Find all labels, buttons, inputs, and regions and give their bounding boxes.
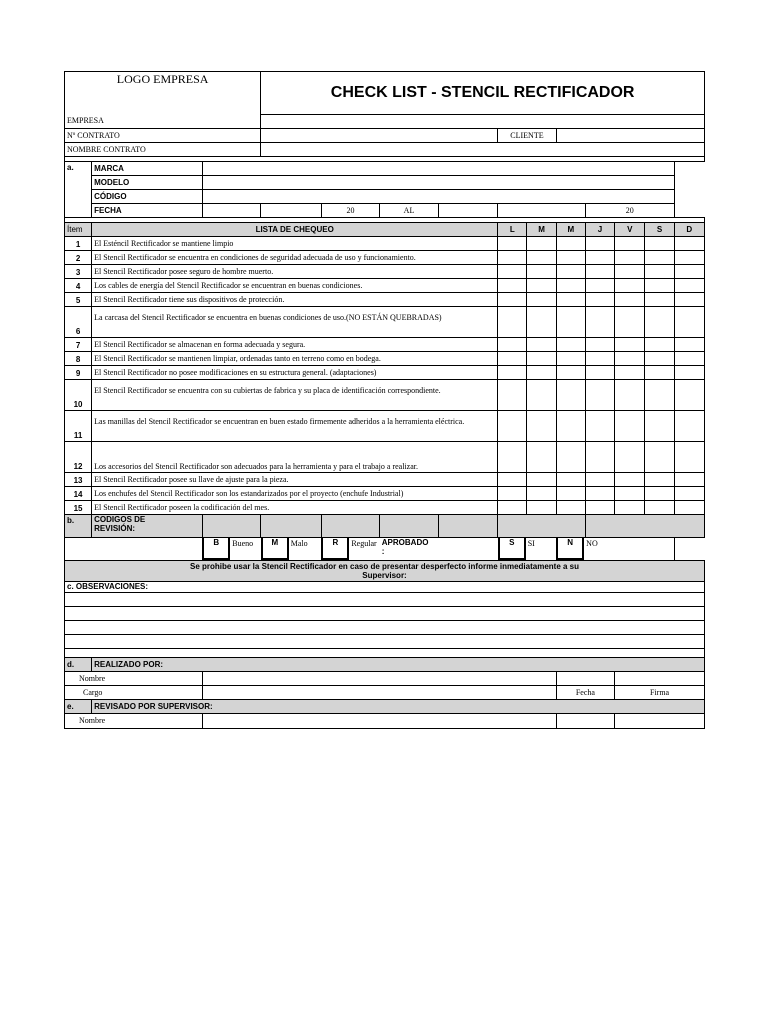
fecha-al-label: AL [380, 203, 438, 217]
check-cell[interactable] [615, 236, 645, 250]
check-cell[interactable] [585, 236, 614, 250]
nombre-contrato-field[interactable] [261, 142, 705, 156]
item-text: El Stencil Rectificador tiene sus dispositivos de protección. [92, 292, 498, 306]
realizado-fecha-field[interactable] [556, 671, 614, 685]
check-cell[interactable] [645, 379, 674, 410]
check-cell[interactable] [498, 379, 527, 410]
check-cell[interactable] [615, 500, 645, 514]
check-cell[interactable] [645, 236, 674, 250]
check-cell[interactable] [498, 500, 527, 514]
check-cell[interactable] [556, 500, 585, 514]
day-header: S [645, 222, 674, 236]
check-cell[interactable] [674, 236, 704, 250]
fecha-label: FECHA [92, 203, 203, 217]
code-n-label: NO [586, 538, 598, 548]
check-cell[interactable] [585, 441, 614, 472]
fecha-year-to[interactable]: 20 [585, 203, 674, 217]
nombre-contrato-label: NOMBRE CONTRATO [65, 142, 261, 156]
item-text: Los cables de energía del Stencil Rectificador se encuentran en buenas condiciones. [92, 278, 498, 292]
check-cell[interactable] [674, 351, 704, 365]
check-cell[interactable] [645, 365, 674, 379]
check-cell[interactable] [585, 292, 614, 306]
check-cell[interactable] [645, 278, 674, 292]
check-cell[interactable] [556, 441, 585, 472]
day-header: L [498, 222, 527, 236]
fecha-month-from[interactable] [261, 203, 322, 217]
day-header: M [527, 222, 556, 236]
check-cell[interactable] [498, 365, 527, 379]
table-row: 1 El Esténcil Rectificador se mantiene limpio [65, 236, 705, 250]
check-cell[interactable] [674, 410, 704, 441]
aprobado-label: APROBADO : [381, 537, 429, 556]
realizado-por-title: REALIZADO POR: [92, 657, 705, 671]
observaciones-title: c. OBSERVACIONES: [65, 581, 705, 592]
check-cell[interactable] [645, 250, 674, 264]
observaciones-line[interactable] [65, 634, 705, 648]
check-cell[interactable] [527, 236, 556, 250]
check-cell[interactable] [556, 337, 585, 351]
item-header: Ítem [65, 222, 92, 236]
check-cell[interactable] [615, 292, 645, 306]
check-cell[interactable] [674, 250, 704, 264]
observaciones-line[interactable] [65, 606, 705, 620]
check-cell[interactable] [645, 500, 674, 514]
check-cell[interactable] [645, 472, 674, 486]
marca-field[interactable] [202, 161, 674, 175]
check-cell[interactable] [674, 441, 704, 472]
check-cell[interactable] [645, 337, 674, 351]
check-cell[interactable] [645, 410, 674, 441]
check-cell[interactable] [498, 486, 527, 500]
check-cell[interactable] [615, 250, 645, 264]
check-cell[interactable] [615, 486, 645, 500]
check-cell[interactable] [645, 292, 674, 306]
table-row: 11 Las manillas del Stencil Rectificador se encuentran en buen estado firmemente adheridos a la herramienta eléctrica. [65, 410, 705, 441]
table-row: 3 El Stencil Rectificador posee seguro de hombre muerto. [65, 264, 705, 278]
table-row: 10 El Stencil Rectificador se encuentra con su cubiertas de fabrica y su placa de identificación correspondiente. [65, 379, 705, 410]
fecha-year-from[interactable]: 20 [321, 203, 379, 217]
check-cell[interactable] [585, 250, 614, 264]
revisado-fecha-field[interactable] [556, 713, 614, 728]
check-cell[interactable] [645, 441, 674, 472]
check-cell[interactable] [498, 472, 527, 486]
marca-label: MARCA [92, 161, 203, 175]
check-cell[interactable] [674, 486, 704, 500]
realizado-nombre-field[interactable] [202, 671, 556, 685]
check-cell[interactable] [527, 306, 556, 337]
list-header: LISTA DE CHEQUEO [92, 222, 498, 236]
modelo-field[interactable] [202, 175, 674, 189]
observaciones-line[interactable] [65, 620, 705, 634]
table-row: 13 El Stencil Rectificador posee su llave de ajuste para la pieza. [65, 472, 705, 486]
realizado-cargo-field[interactable] [202, 685, 556, 699]
check-cell[interactable] [556, 264, 585, 278]
code-m: M [261, 538, 289, 560]
table-row: 7 El Stencil Rectificador se almacenan en forma adecuada y segura. [65, 337, 705, 351]
check-cell[interactable] [615, 441, 645, 472]
item-text: La carcasa del Stencil Rectificador se encuentra en buenas condiciones de uso.(NO ESTÁN QUEBRADAS) [92, 306, 498, 337]
check-cell[interactable] [615, 351, 645, 365]
item-text: El Stencil Rectificador posee seguro de hombre muerto. [92, 264, 498, 278]
check-cell[interactable] [585, 472, 614, 486]
check-cell[interactable] [556, 351, 585, 365]
day-header: V [615, 222, 645, 236]
table-row: 15 El Stencil Rectificador poseen la codificación del mes. [65, 500, 705, 514]
check-cell[interactable] [585, 410, 614, 441]
check-cell[interactable] [556, 306, 585, 337]
realizado-cargo-label: Cargo [65, 685, 203, 699]
table-row: 8 El Stencil Rectificador se mantienen limpiar, ordenadas tanto en terreno como en bodega. [65, 351, 705, 365]
day-header: D [674, 222, 704, 236]
warning-banner: Se prohibe usar la Stencil Rectificador en caso de presentar desperfecto informe inmediatamente a su Supervisor: [65, 560, 705, 581]
check-cell[interactable] [527, 379, 556, 410]
check-cell[interactable] [498, 351, 527, 365]
item-text: El Stencil Rectificador se encuentra con su cubiertas de fabrica y su placa de identificación correspondiente. [92, 379, 498, 410]
check-cell[interactable] [615, 472, 645, 486]
checklist-form [64, 71, 705, 729]
check-cell[interactable] [615, 278, 645, 292]
code-r-label: Regular [351, 538, 377, 548]
check-cell[interactable] [615, 264, 645, 278]
check-cell[interactable] [527, 500, 556, 514]
check-cell[interactable] [585, 351, 614, 365]
empresa-field[interactable] [261, 114, 705, 128]
codigo-label: CÓDIGO [92, 189, 203, 203]
check-cell[interactable] [674, 278, 704, 292]
codigo-field[interactable] [202, 189, 674, 203]
check-cell[interactable] [527, 337, 556, 351]
check-cell[interactable] [585, 306, 614, 337]
revisado-nombre-field[interactable] [202, 713, 556, 728]
cliente-field[interactable] [556, 128, 704, 142]
section-a-letter: a. [65, 161, 92, 217]
check-cell[interactable] [615, 379, 645, 410]
logo-empresa: LOGO EMPRESA [65, 72, 261, 115]
codigos-revision-title: CODIGOS DE REVISIÓN: [92, 514, 203, 537]
check-cell[interactable] [585, 486, 614, 500]
fecha-day-from[interactable] [202, 203, 260, 217]
check-cell[interactable] [585, 264, 614, 278]
check-cell[interactable] [527, 250, 556, 264]
check-cell[interactable] [527, 292, 556, 306]
table-row: 2 El Stencil Rectificador se encuentra en condiciones de seguridad adecuada de uso y funcionamiento. [65, 250, 705, 264]
check-cell[interactable] [498, 292, 527, 306]
day-header: J [585, 222, 614, 236]
check-cell[interactable] [585, 278, 614, 292]
item-text: El Stencil Rectificador no posee modificaciones en su estructura general. (adaptaciones) [92, 365, 498, 379]
code-r: R [321, 538, 349, 560]
item-text: El Stencil Rectificador se almacenan en forma adecuada y segura. [92, 337, 498, 351]
check-cell[interactable] [527, 365, 556, 379]
fecha-month-to[interactable] [498, 203, 586, 217]
modelo-label: MODELO [92, 175, 203, 189]
code-m-label: Malo [290, 538, 308, 548]
code-s-label: SI [527, 538, 535, 548]
item-text: El Stencil Rectificador poseen la codificación del mes. [92, 500, 498, 514]
code-b: B [202, 538, 230, 560]
firma-label: Firma [615, 685, 705, 699]
check-cell[interactable] [527, 410, 556, 441]
check-cell[interactable] [645, 306, 674, 337]
check-cell[interactable] [674, 365, 704, 379]
realizado-nombre-label: Nombre [65, 671, 203, 685]
check-cell[interactable] [527, 278, 556, 292]
check-cell[interactable] [674, 337, 704, 351]
page-title: CHECK LIST - STENCIL RECTIFICADOR [261, 72, 705, 115]
revisado-firma-field[interactable] [615, 713, 705, 728]
table-row: 9 El Stencil Rectificador no posee modificaciones en su estructura general. (adaptaciones) [65, 365, 705, 379]
section-d-letter: d. [65, 657, 92, 671]
check-cell[interactable] [645, 264, 674, 278]
check-cell[interactable] [674, 500, 704, 514]
check-cell[interactable] [556, 278, 585, 292]
code-s[interactable]: S [498, 538, 526, 560]
realizado-firma-field[interactable] [615, 671, 705, 685]
check-cell[interactable] [645, 486, 674, 500]
table-row: 5 El Stencil Rectificador tiene sus dispositivos de protección. [65, 292, 705, 306]
item-text: El Stencil Rectificador posee su llave de ajuste para la pieza. [92, 472, 498, 486]
check-cell[interactable] [585, 379, 614, 410]
table-row: 6 La carcasa del Stencil Rectificador se encuentra en buenas condiciones de uso.(NO ESTÁN QUEBRADAS) [65, 306, 705, 337]
check-cell[interactable] [556, 379, 585, 410]
check-cell[interactable] [498, 441, 527, 472]
check-cell[interactable] [556, 410, 585, 441]
check-cell[interactable] [498, 250, 527, 264]
item-text: El Stencil Rectificador se mantienen limpiar, ordenadas tanto en terreno como en bodega. [92, 351, 498, 365]
check-cell[interactable] [498, 306, 527, 337]
observaciones-line[interactable] [65, 592, 705, 606]
check-cell[interactable] [498, 236, 527, 250]
cliente-label: CLIENTE [498, 128, 556, 142]
day-header: M [556, 222, 585, 236]
fecha-label: Fecha [556, 685, 614, 699]
check-cell[interactable] [645, 351, 674, 365]
empresa-label: EMPRESA [65, 114, 261, 128]
check-cell[interactable] [498, 410, 527, 441]
check-cell[interactable] [585, 337, 614, 351]
check-cell[interactable] [674, 306, 704, 337]
check-cell[interactable] [556, 486, 585, 500]
check-cell[interactable] [498, 278, 527, 292]
check-cell[interactable] [556, 250, 585, 264]
section-e-letter: e. [65, 699, 92, 713]
check-cell[interactable] [556, 472, 585, 486]
check-cell[interactable] [615, 410, 645, 441]
table-row: 4 Los cables de energía del Stencil Rectificador se encuentran en buenas condiciones. [65, 278, 705, 292]
check-cell[interactable] [585, 365, 614, 379]
check-cell[interactable] [615, 306, 645, 337]
check-cell[interactable] [556, 365, 585, 379]
check-cell[interactable] [615, 337, 645, 351]
check-cell[interactable] [674, 472, 704, 486]
table-row: 12 Los accesorios del Stencil Rectificador son adecuados para la herramienta y para el trabajo a realizar. [65, 441, 705, 472]
check-cell[interactable] [498, 264, 527, 278]
item-text: Los enchufes del Stencil Rectificador son los estandarizados por el proyecto (enchufe Industrial) [92, 486, 498, 500]
check-cell[interactable] [674, 292, 704, 306]
item-text: El Esténcil Rectificador se mantiene limpio [92, 236, 498, 250]
check-cell[interactable] [674, 264, 704, 278]
code-b-label: Bueno [232, 538, 254, 548]
check-cell[interactable] [527, 486, 556, 500]
check-cell[interactable] [674, 379, 704, 410]
contrato-field[interactable] [261, 128, 498, 142]
contrato-label: Nº CONTRATO [65, 128, 261, 142]
check-cell[interactable] [556, 292, 585, 306]
check-cell[interactable] [527, 441, 556, 472]
form-table [64, 71, 705, 729]
revisado-por-title: REVISADO POR SUPERVISOR: [92, 699, 705, 713]
check-cell[interactable] [615, 365, 645, 379]
table-row: 14 Los enchufes del Stencil Rectificador son los estandarizados por el proyecto (enchufe Industrial) [65, 486, 705, 500]
item-text: Los accesorios del Stencil Rectificador son adecuados para la herramienta y para el trabajo a realizar. [92, 441, 498, 472]
check-cell[interactable] [498, 337, 527, 351]
item-text: Las manillas del Stencil Rectificador se encuentran en buen estado firmemente adheridos a la herramienta eléctrica. [92, 410, 498, 441]
check-cell[interactable] [556, 236, 585, 250]
check-cell[interactable] [527, 264, 556, 278]
section-b-letter: b. [65, 514, 92, 537]
check-cell[interactable] [585, 500, 614, 514]
item-text: El Stencil Rectificador se encuentra en condiciones de seguridad adecuada de uso y funcionamiento. [92, 250, 498, 264]
revisado-nombre-label: Nombre [65, 713, 203, 728]
check-cell[interactable] [527, 472, 556, 486]
check-cell[interactable] [527, 351, 556, 365]
fecha-day-to[interactable] [438, 203, 498, 217]
code-n[interactable]: N [556, 538, 584, 560]
